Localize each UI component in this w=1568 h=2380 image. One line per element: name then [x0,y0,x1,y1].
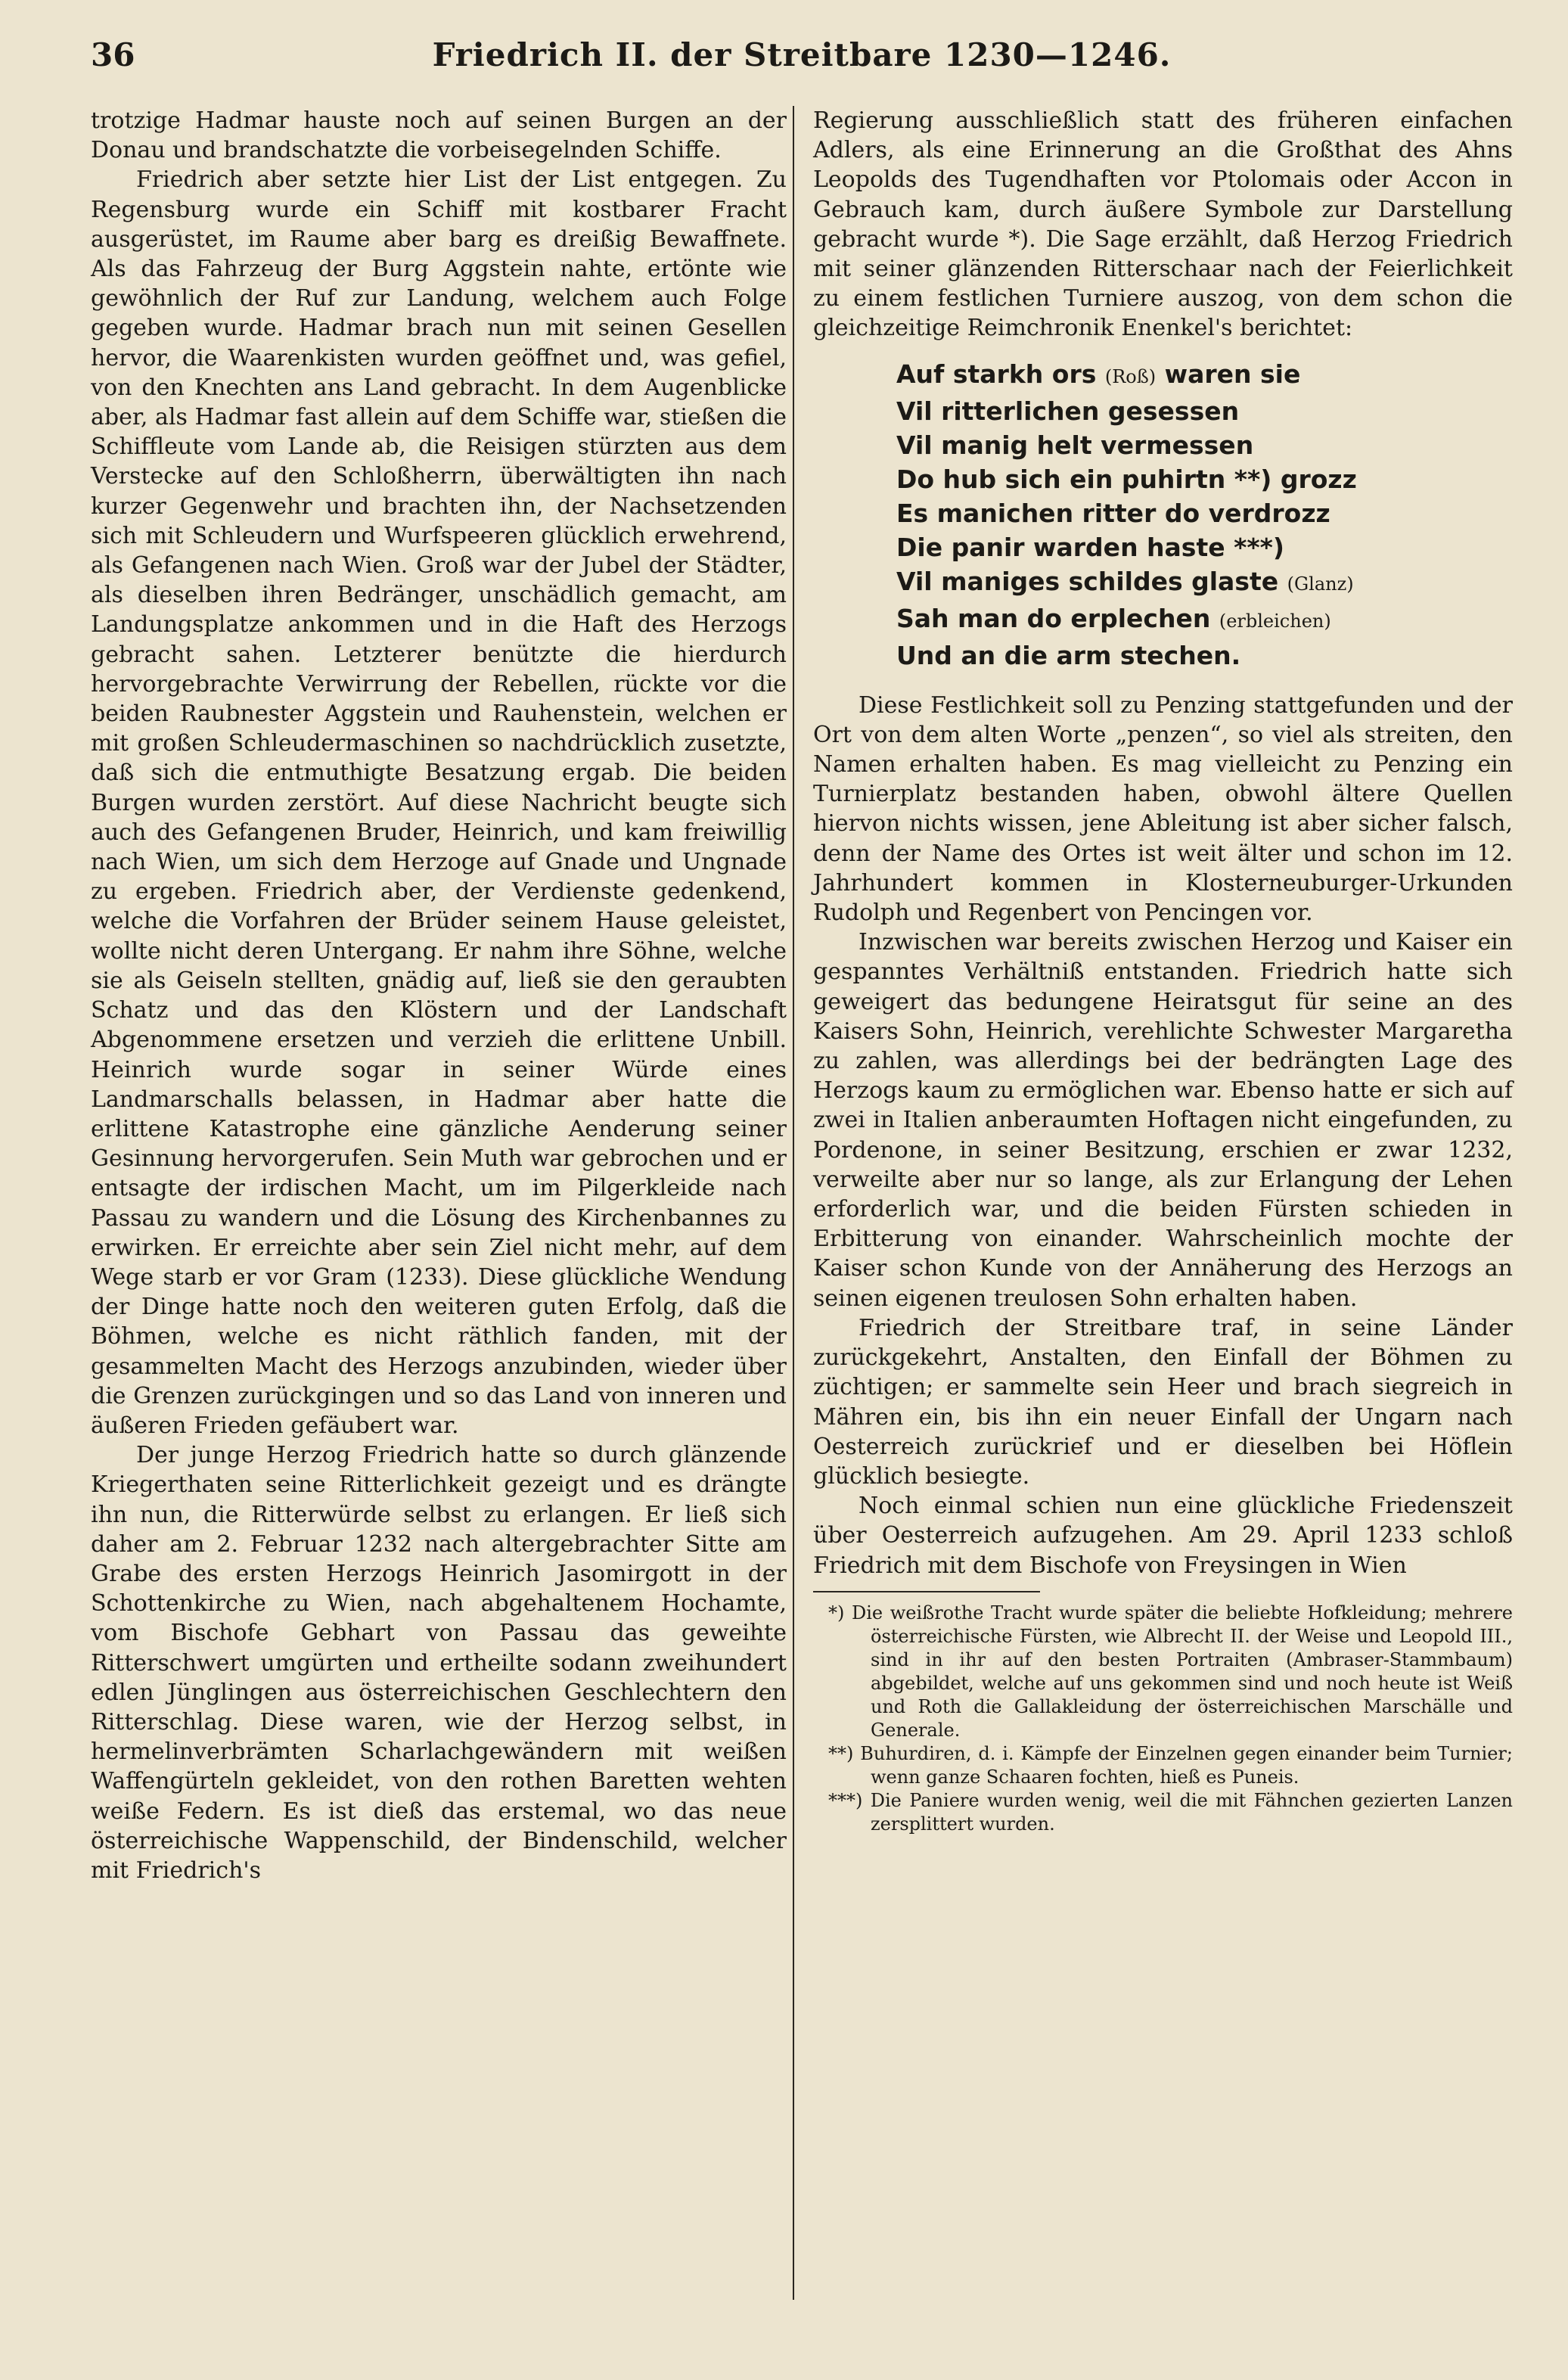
left-paragraph-2: Friedrich aber setzte hier List der List entgegen. Zu Regensburg wurde ein Schiff mit kostbarer Fracht ausgerüstet, im Raume aber barg es dreißig Bewaffnete. Als das Fahrzeug der Burg Aggstein nahte, ertönte wie gewöhnlich der Ruf zur Landung, welchem auch Folge gegeben wurde. Hadmar brach nun mit seinen Gesellen hervor, die Waarenkisten wurden geöffnet und, was gefiel, von den Knechten ans Land gebracht. In dem Augenblicke aber, als Hadmar fast allein auf dem Schiffe war, stießen die Schiffleute vom Lande ab, die Reisigen stürzten aus dem Verstecke auf den Schloßherrn, überwältigten ihn nach kurzer Gegenwehr und brachten ihn, der Nachsetzenden sich mit Schleudern und Wurfspeeren glücklich erwehrend, als Gefangenen nach Wien. Groß war der Jubel der Städter, als dieselben ihren Bedränger, unschädlich gemacht, am Landungsplatze ankommen und in die Haft des Herzogs gebracht sahen. Letzterer benützte die hierdurch hervorgebrachte Verwirrung der Rebellen, rückte vor die beiden Raubnester Aggstein und Rauhenstein, welchen er mit großen Schleudermaschinen so nachdrücklich zusetzte, daß sich die entmuthigte Besatzung ergab. Die beiden Burgen wurden zerstört. Auf diese Nachricht beugte sich auch des Gefangenen Bruder, Heinrich, und kam freiwillig nach Wien, um sich dem Herzoge auf Gnade und Ungnade zu ergeben. Friedrich aber, der Verdienste gedenkend, welche die Vorfahren der Brüder seinem Hause geleistet, wollte nicht deren Untergang. Er nahm ihre Söhne, welche sie als Geiseln stellten, gnädig auf, ließ sie den geraubten Schatz und das den Klöstern und der Landschaft Abgenommene ersetzen und verzieh die erlittene Unbill. Heinrich wurde sogar in seiner Würde eines Landmarschalls belassen, in Hadmar aber hatte die erlittene Katastrophe eine gänzliche Aenderung seiner Gesinnung hervorgerufen. Sein Muth war gebrochen und er entsagte der irdischen Macht, um im Pilgerkleide nach Passau zu wandern und die Lösung des Kirchenbannes zu erwirken. Er erreichte aber sein Ziel nicht mehr, auf dem Wege starb er vor Gram (1233). Diese glückliche Wendung der Dinge hatte noch den weiteren guten Erfolg, daß die Böhmen, welche es nicht räthlich fanden, mit der gesammelten Macht des Herzogs anzubinden, wieder über die Grenzen zurückgingen und so das Land von inneren und äußeren Frieden gefäubert war. [91,166,787,1439]
verse-line: Und an die arm stechen. [896,640,1241,670]
page-header [91,36,1513,89]
right-paragraph-4: Noch einmal schien nun eine glückliche Friedenszeit über Oesterreich aufzugehen. Am 29. April 1233 schloß Friedrich mit dem Bischofe von Freysingen in Wien [813,1493,1513,1579]
verse-line: Vil ritterlichen gesessen [896,396,1240,426]
verse-line: Vil maniges schildes glaste (Glanz) [896,566,1354,596]
right-intro-paragraph: Regierung ausschließlich statt des früheren einfachen Adlers, als eine Erinnerung an die Großthat des Ahns Leopolds des Tugendhaften vor Ptolomais oder Accon in Gebrauch kam, durch äußere Symbole zur Darstellung gebracht wurde *). Die Sage erzählt, daß Herzog Friedrich mit seiner glänzenden Ritterschaar nach der Feierlichkeit zu einem festlichen Turniere auszog, von dem schon die gleichzeitige Reimchronik Enenkel's berichtet: [813,107,1513,342]
footnote-3: ***) Die Paniere wurden wenig, weil die mit Fähnchen gezierten Lanzen zersplittert wurden. [828,1789,1513,1835]
right-column [813,106,1513,2300]
footnote-2: **) Buhurdiren, d. i. Kämpfe der Einzelnen gegen einander beim Turnier; wenn ganze Schaaren fochten, hieß es Puneis. [828,1742,1513,1788]
left-column [91,106,787,2315]
right-paragraph-1: Diese Festlichkeit soll zu Penzing stattgefunden und der Ort von dem alten Worte „penzen“, so viel als streiten, den Namen erhalten haben. Es mag vielleicht zu Penzing ein Turnierplatz bestanden haben, obwohl ältere Quellen hiervon nichts wissen, jene Ableitung ist aber sicher falsch, denn der Name des Ortes ist weit älter und schon im 12. Jahrhundert kommen in Klosterneuburger-Urkunden Rudolph und Regenbert von Pencingen vor. [813,691,1513,927]
chronicle-verse [896,357,1513,673]
column-divider [793,106,794,2300]
running-title: Friedrich II. der Streitbare 1230—1246. [432,36,1172,73]
verse-line: Do hub sich ein puhirtn **) grozz [896,464,1357,494]
verse-line: Es manichen ritter do verdrozz [896,498,1330,528]
left-paragraph-1: trotzige Hadmar hauste noch auf seinen Burgen an der Donau und brandschatzte die vorbeisegelnden Schiffe. [91,107,787,164]
footnote-1: *) Die weißrothe Tracht wurde später die beliebte Hofkleidung; mehrere österreichische Fürsten, wie Albrecht II. der Weise und Leopold III., sind in ihr auf den besten Portraiten (Ambraser-Stammbaum) abgebildet, welche auf uns gekommen sind und noch heute ist Weiß und Roth die Gallakleidung der österreichischen Marschälle und Generale. [828,1602,1513,1741]
left-paragraph-3: Der junge Herzog Friedrich hatte so durch glänzende Kriegerthaten seine Ritterlichkeit gezeigt und es drängte ihn nun, die Ritterwürde selbst zu erlangen. Er ließ sich daher am 2. Februar 1232 nach altergebrachter Sitte am Grabe des ersten Herzogs Heinrich Jasomirgott in der Schottenkirche zu Wien, nach abgehaltenem Hochamte, vom Bischofe Gebhart von Passau das geweihte Ritterschwert umgürten und ertheilte sodann zweihundert edlen Jünglingen aus österreichischen Geschlechtern den Ritterschlag. Diese waren, wie der Herzog selbst, in hermelinverbrämten Scharlachgewändern mit weißen Waffengürteln gekleidet, von den rothen Baretten wehten weiße Federn. Es ist dieß das erstemal, wo das neue österreichische Wappenschild, der Bindenschild, welcher mit Friedrich's [91,1442,787,1884]
verse-line: Die panir warden haste ***) [896,532,1284,562]
right-paragraph-3: Friedrich der Streitbare traf, in seine Länder zurückgekehrt, Anstalten, den Einfall der Böhmen zu züchtigen; er sammelte sein Heer und brach siegreich in Mähren ein, bis ihn ein neuer Einfall der Ungarn nach Oesterreich zurückrief und er dieselben bei Höflein glücklich besiegte. [813,1314,1513,1490]
footnote-separator [813,1591,1040,1592]
verse-line: Vil manig helt vermessen [896,430,1254,460]
page-number: 36 [91,36,135,73]
verse-line: Auf starkh ors (Roß) waren sie [896,359,1301,389]
right-paragraph-2: Inzwischen war bereits zwischen Herzog und Kaiser ein gespanntes Verhältniß entstanden. Friedrich hatte sich geweigert das bedungene Heiratsgut für seine an des Kaisers Sohn, Heinrich, verehlichte Schwester Margaretha zu zahlen, was allerdings bei der bedrängten Lage des Herzogs kaum zu ermöglichen war. Ebenso hatte er sich auf zwei in Italien anberaumten Hoftagen nicht eingefunden, zu Pordenone, in seiner Besitzung, erschien er zwar 1232, verweilte aber nur so lange, als zur Erlangung der Lehen erforderlich war, und die beiden Fürsten schieden in Erbitterung von einander. Wahrscheinlich mochte der Kaiser schon Kunde von der Annäherung des Herzogs an seinen eigenen treulosen Sohn erhalten haben. [813,929,1513,1312]
verse-line: Sah man do erplechen (erbleichen) [896,603,1331,633]
